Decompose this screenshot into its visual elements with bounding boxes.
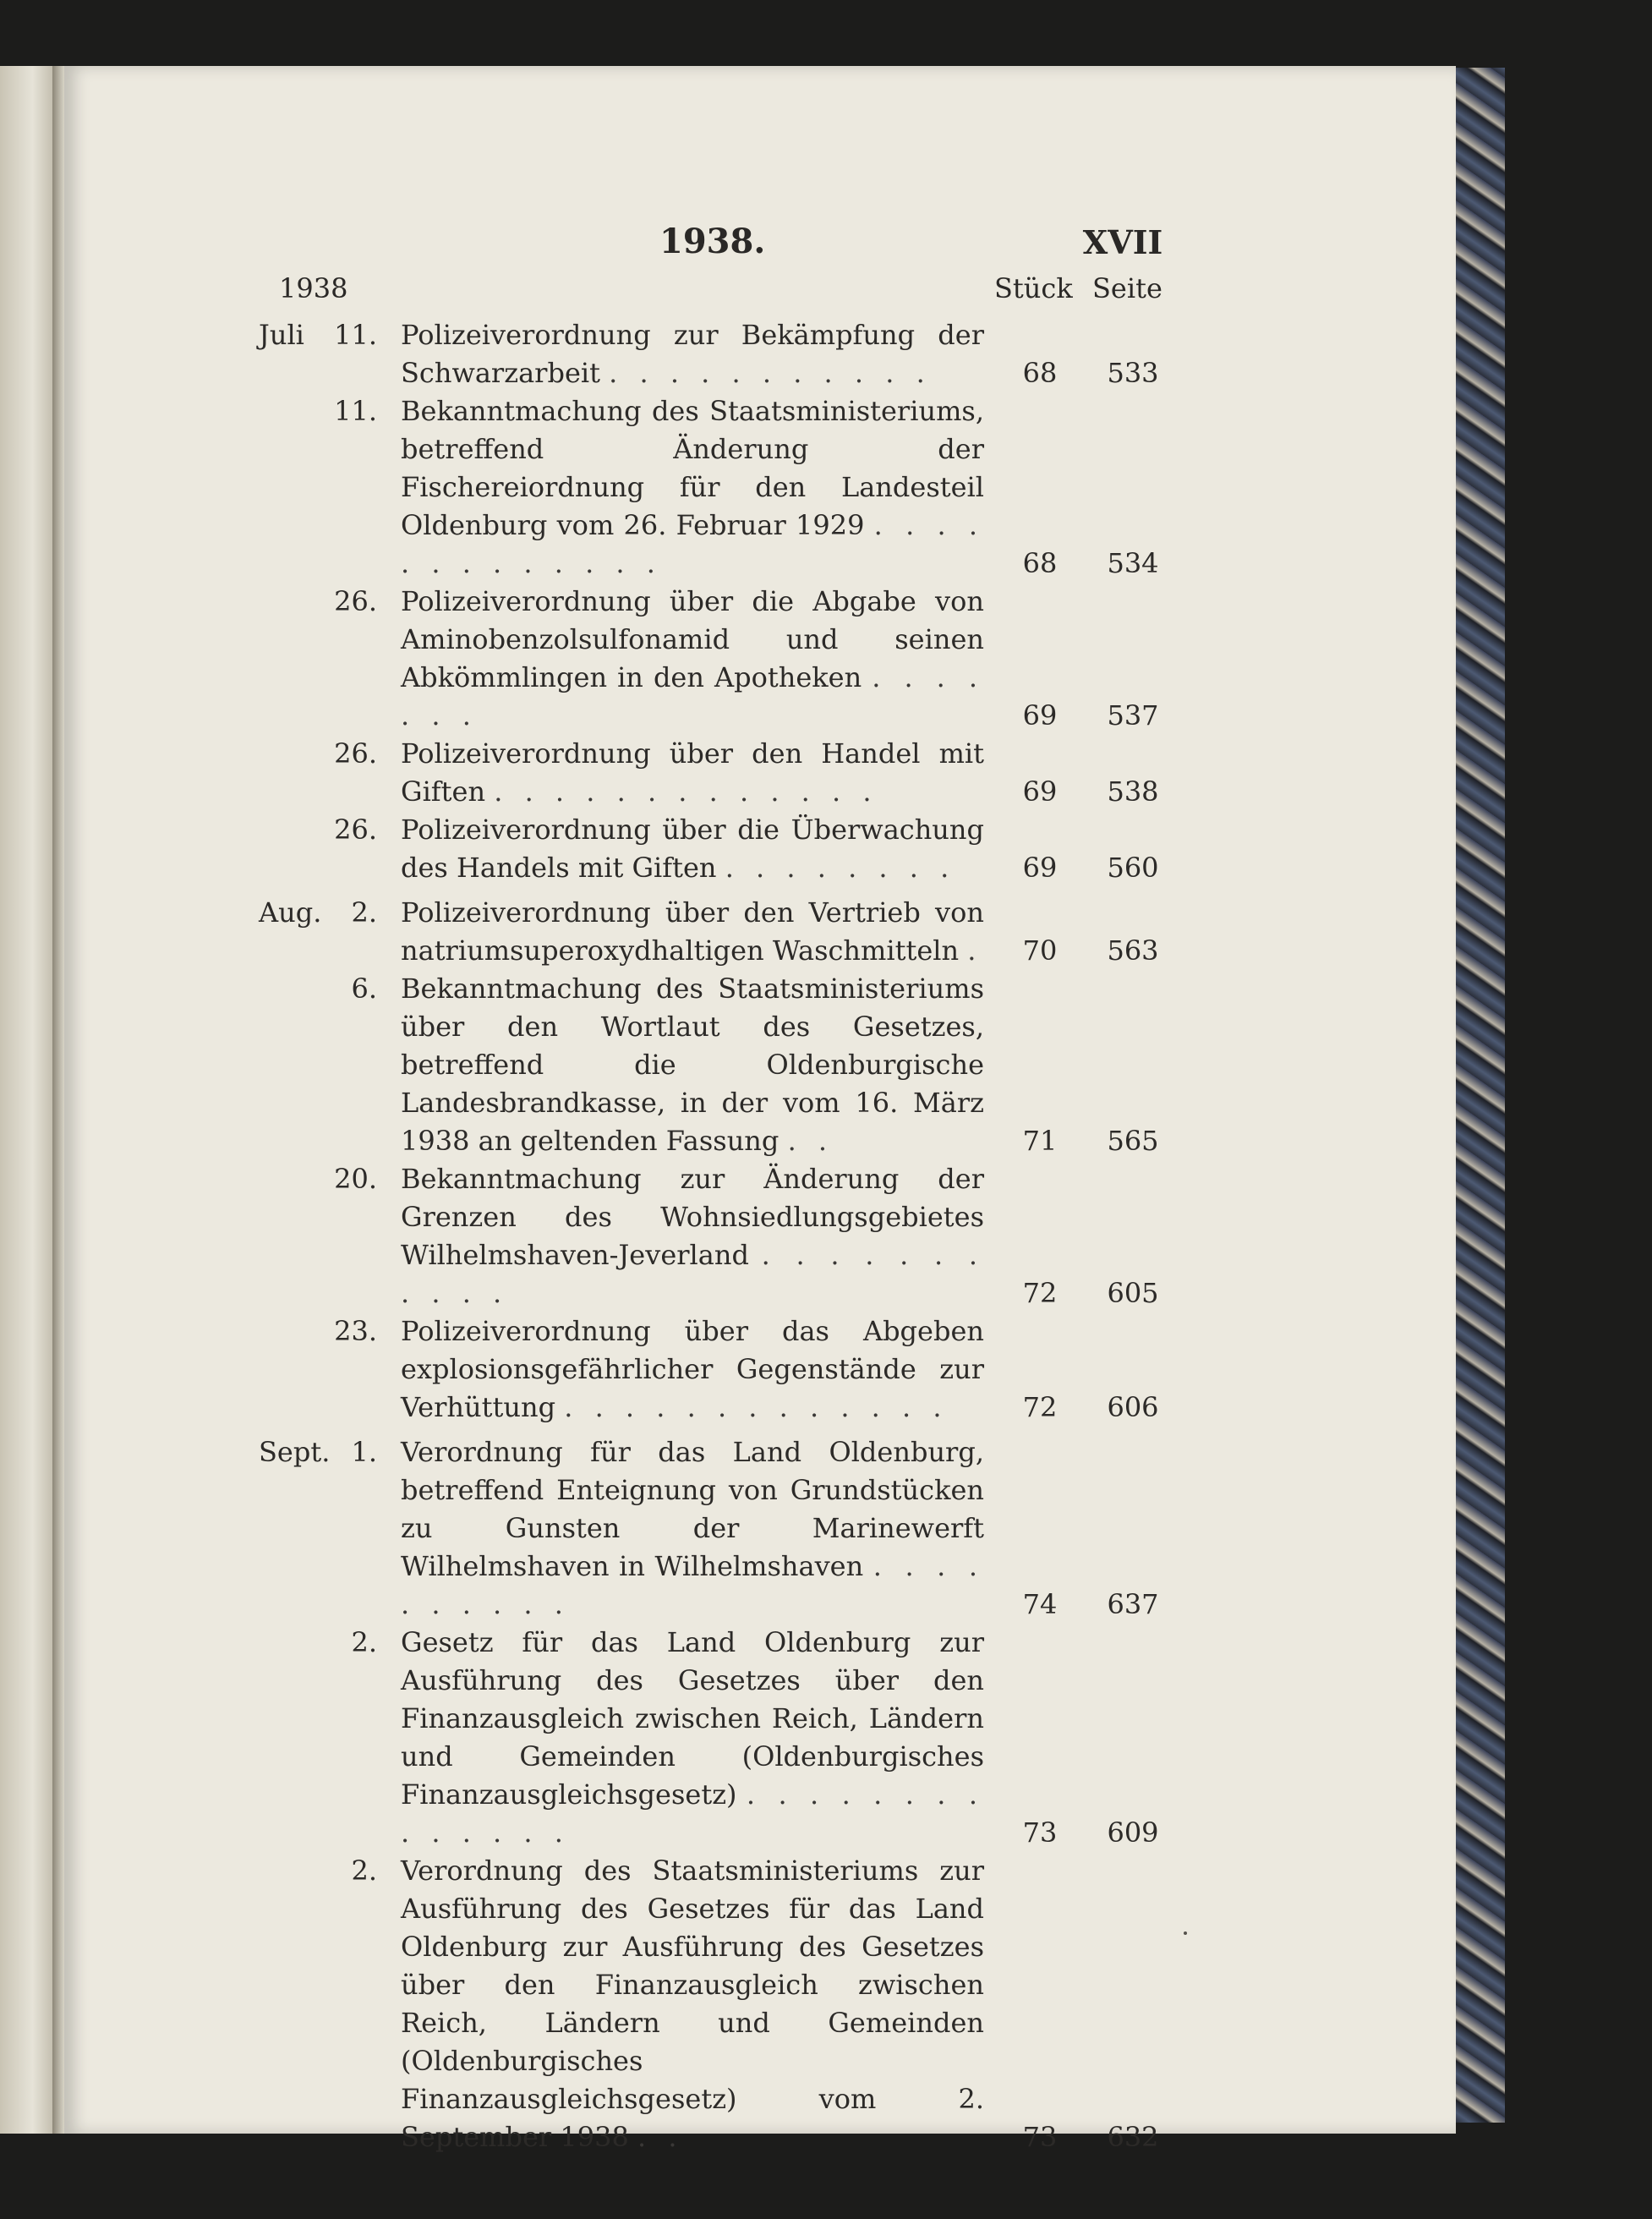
entry-seite: 538 xyxy=(1107,775,1159,808)
leader-dots: . . . . . . . . . . . . . xyxy=(494,775,878,808)
entry-seite: 637 xyxy=(1107,1588,1159,1620)
entry-title xyxy=(401,970,984,1160)
index-entry xyxy=(0,811,1652,887)
entry-day: 1. xyxy=(351,1436,377,1468)
entry-title-text: Polizeiverordnung über den Vertrieb von natriumsuperoxydhaltigen Waschmitteln xyxy=(401,896,984,967)
index-entry xyxy=(0,316,1652,392)
entry-title xyxy=(401,894,984,970)
index-entry xyxy=(0,1160,1652,1312)
entry-stueck: 73 xyxy=(1022,1816,1058,1849)
entry-stueck: 72 xyxy=(1022,1391,1058,1423)
leader-dots: . . . . . . . . . . . xyxy=(401,1239,985,1309)
entry-title-text: Bekanntmachung des Staatsministeriums über den Wortlaut des Gesetzes, betreffend die Oldenburgische Landesbrandkasse, in der vom 16. März 1938 an geltenden Fassung xyxy=(401,973,984,1157)
entry-title xyxy=(401,735,984,811)
leader-dots: . . . . . . . . . . . . . . xyxy=(401,1778,985,1849)
entry-stueck: 74 xyxy=(1022,1588,1058,1620)
entry-stueck: 69 xyxy=(1022,699,1058,731)
entry-seite: 605 xyxy=(1107,1277,1159,1309)
column-label-year: 1938 xyxy=(279,272,348,304)
entry-title-text: Verordnung des Staatsministeriums zur Ausführung des Gesetzes für das Land Oldenburg zur Ausführung des Gesetzes über den Finanzausgleich zwischen Reich, Ländern und Gemeinden (Oldenburgisches Finanzausgleichsgesetz) vom 2. September 1938 xyxy=(401,1855,984,2153)
entry-title xyxy=(401,583,984,735)
index-entry xyxy=(0,970,1652,1160)
entry-title-text: Gesetz für das Land Oldenburg zur Ausführung des Gesetzes über den Finanzausgleich zwischen Reich, Ländern und Gemeinden (Oldenburgisches Finanzausgleichsgesetz) xyxy=(401,1626,984,1811)
entry-title-text: Bekanntmachung zur Änderung der Grenzen des Wohnsiedlungsgebietes Wilhelmshaven-Jeverland xyxy=(401,1163,984,1271)
entry-month: Sept. xyxy=(259,1436,331,1468)
index-entry xyxy=(0,1433,1652,1624)
leader-dots: . . . . . . . . . . xyxy=(401,1550,985,1620)
index-entries xyxy=(0,316,1652,2156)
entry-title xyxy=(401,1160,984,1312)
leader-dots: . . . . . . . . . . . xyxy=(609,357,932,389)
index-entry xyxy=(0,583,1652,735)
entry-title-text: Polizeiverordnung über den Handel mit Giften xyxy=(401,737,984,808)
entry-day: 11. xyxy=(334,319,377,351)
column-label-stueck: Stück xyxy=(994,272,1073,304)
entry-day: 23. xyxy=(334,1315,377,1347)
entry-seite: 537 xyxy=(1107,699,1159,731)
entry-title-text: Bekanntmachung des Staatsministeriums, betreffend Änderung der Fischereiordnung für den Landesteil Oldenburg vom 26. Februar 1929 xyxy=(401,395,984,541)
entry-seite: 606 xyxy=(1107,1391,1159,1423)
entry-seite: 534 xyxy=(1107,547,1159,579)
index-entry xyxy=(0,894,1652,970)
entry-title xyxy=(401,1433,984,1624)
entry-title xyxy=(401,316,984,392)
entry-day: 2. xyxy=(351,896,377,929)
entry-month: Juli xyxy=(259,319,304,351)
entry-stueck: 72 xyxy=(1022,1277,1058,1309)
entry-seite: 533 xyxy=(1107,357,1159,389)
entry-month: Aug. xyxy=(259,896,322,929)
entry-stueck: 69 xyxy=(1022,852,1058,884)
index-entry xyxy=(0,1852,1652,2156)
entry-stueck: 68 xyxy=(1022,357,1058,389)
entry-stueck: 69 xyxy=(1022,775,1058,808)
entry-seite: 563 xyxy=(1107,934,1159,967)
entry-seite: 632 xyxy=(1107,2121,1159,2153)
entry-day: 26. xyxy=(334,814,377,846)
page-number-roman: XVII xyxy=(1082,223,1163,261)
index-entry xyxy=(0,735,1652,811)
entry-title-text: Verordnung für das Land Oldenburg, betreffend Enteignung von Grundstücken zu Gunsten der Marinewerft Wilhelmshaven in Wilhelmshaven xyxy=(401,1436,984,1582)
entry-title-text: Polizeiverordnung über das Abgeben explosionsgefährlicher Gegenstände zur Verhüttung xyxy=(401,1315,984,1423)
entry-day: 6. xyxy=(351,973,377,1005)
entry-stueck: 73 xyxy=(1022,2121,1058,2153)
entry-day: 2. xyxy=(351,1626,377,1658)
page-heading-year: 1938. xyxy=(659,222,766,261)
entry-seite: 565 xyxy=(1107,1125,1159,1157)
leader-dots: . xyxy=(967,934,983,967)
entry-day: 20. xyxy=(334,1163,377,1195)
entry-title xyxy=(401,392,984,583)
index-entry xyxy=(0,1312,1652,1427)
entry-stueck: 71 xyxy=(1022,1125,1058,1157)
leader-dots: . . . . . . . . . . . . . xyxy=(401,509,985,579)
entry-title-text: Polizeiverordnung über die Überwachung des Handels mit Giften xyxy=(401,814,984,884)
entry-title xyxy=(401,811,984,887)
leader-dots: . . xyxy=(637,2121,684,2153)
index-entry xyxy=(0,1624,1652,1852)
entry-day: 11. xyxy=(334,395,377,427)
entry-day: 26. xyxy=(334,585,377,617)
entry-title xyxy=(401,1852,984,2156)
leader-dots: . . . . . . . . . . . . . xyxy=(564,1391,949,1423)
entry-day: 26. xyxy=(334,737,377,770)
leader-dots: . . . . . . . . xyxy=(725,852,956,884)
entry-day: 2. xyxy=(351,1855,377,1887)
entry-title xyxy=(401,1624,984,1852)
leader-dots: . . xyxy=(787,1125,834,1157)
leader-dots: . . . . . . . xyxy=(401,661,985,731)
column-label-seite: Seite xyxy=(1092,272,1162,304)
entry-seite: 609 xyxy=(1107,1816,1159,1849)
entry-seite: 560 xyxy=(1107,852,1159,884)
entry-title xyxy=(401,1312,984,1427)
entry-stueck: 70 xyxy=(1022,934,1058,967)
entry-title-text: Polizeiverordnung über die Abgabe von Aminobenzolsulfonamid und seinen Abkömmlingen in den Apotheken xyxy=(401,585,984,693)
entry-title-text: Polizeiverordnung zur Bekämpfung der Schwarzarbeit xyxy=(401,319,984,389)
page-speck xyxy=(1184,1931,1187,1935)
entry-stueck: 68 xyxy=(1022,547,1058,579)
index-entry xyxy=(0,392,1652,583)
